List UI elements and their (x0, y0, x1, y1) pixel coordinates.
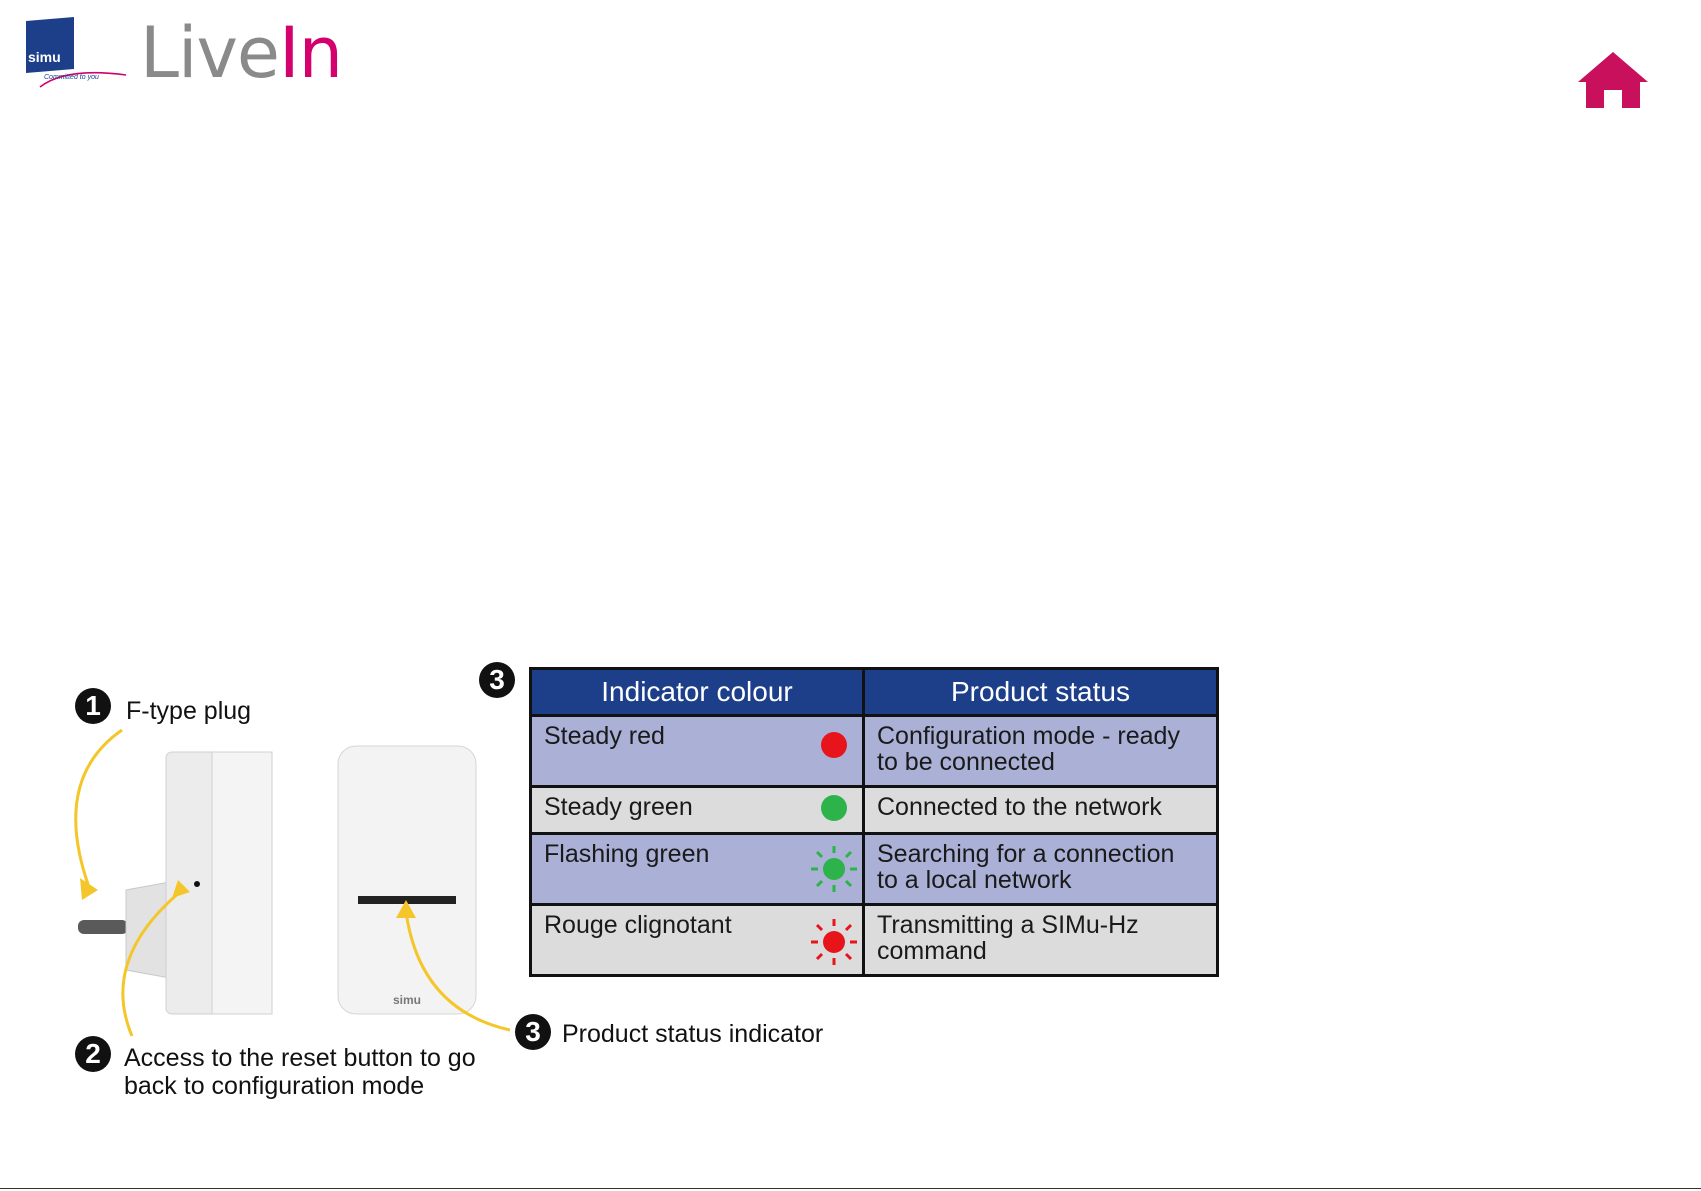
indicator-colour-cell (531, 905, 864, 976)
status-line-1: Transmitting a SIMu-Hz (877, 911, 1139, 939)
status-line-1: Searching for a connection (877, 840, 1175, 868)
status-line-2: to a local network (877, 866, 1072, 894)
device-brand: simu (392, 993, 422, 1007)
logo-tagline: Committed to you (44, 74, 99, 81)
flashing-red-icon (810, 918, 858, 966)
logo-text: simu (28, 49, 61, 65)
status-line-2: command (877, 937, 987, 965)
indicator-colour-cell (531, 716, 864, 787)
table-row (531, 905, 1218, 976)
table-badge-3: 3 (479, 662, 515, 698)
indicator-colour-text: Rouge clignotant (544, 911, 732, 939)
header-product-status: Product status (864, 669, 1218, 716)
table-row (531, 787, 1218, 834)
home-icon[interactable] (1576, 50, 1650, 112)
device-front-view (338, 746, 476, 1014)
callout-badge-3: 3 (515, 1014, 551, 1050)
plug-body (126, 882, 170, 978)
plug-pin (78, 920, 128, 934)
simu-logo (26, 17, 99, 81)
product-status-cell (864, 716, 1218, 787)
reset-hole (194, 881, 200, 887)
status-line-1: Connected to the network (877, 793, 1162, 821)
indicator-colour-cell (531, 787, 864, 834)
brand-title (140, 12, 342, 94)
callout-label-2-line1: Access to the reset button to go (124, 1044, 476, 1072)
indicator-colour-text: Steady green (544, 793, 693, 821)
indicator-status-table (529, 667, 1219, 977)
green-dot-icon (820, 794, 848, 822)
product-status-cell (864, 787, 1218, 834)
brand-title-part2: In (278, 12, 342, 94)
table-header-row (531, 669, 1218, 716)
red-dot-icon (820, 731, 848, 759)
callout-badge-1: 1 (75, 688, 111, 724)
callout-label-2-line2: back to configuration mode (124, 1072, 425, 1100)
status-line-1: Configuration mode - ready (877, 722, 1180, 750)
callout-label-2 (124, 1044, 476, 1100)
arrow-plug (76, 730, 122, 890)
header-indicator-colour: Indicator colour (531, 669, 864, 716)
product-status-cell (864, 905, 1218, 976)
indicator-colour-text: Steady red (544, 722, 665, 750)
product-status-cell (864, 834, 1218, 905)
indicator-colour-cell (531, 834, 864, 905)
table-row (531, 834, 1218, 905)
indicator-colour-text: Flashing green (544, 840, 710, 868)
footer-divider (0, 1188, 1701, 1189)
callout-label-3: Product status indicator (562, 1020, 824, 1048)
callout-label-1: F-type plug (126, 697, 252, 725)
table-row (531, 716, 1218, 787)
flashing-green-icon (810, 845, 858, 893)
callout-badge-2: 2 (75, 1036, 111, 1072)
status-line-2: to be connected (877, 748, 1055, 776)
brand-title-part1: Live (140, 12, 279, 94)
